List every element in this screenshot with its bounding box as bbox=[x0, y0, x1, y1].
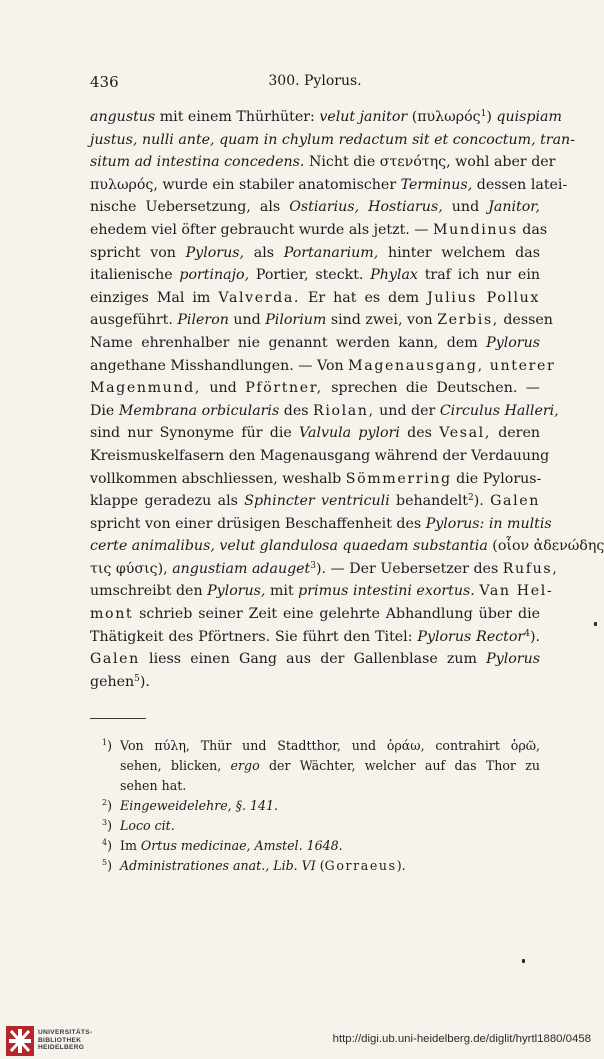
text-segment: des bbox=[279, 402, 314, 419]
italic-text: Portanarium, bbox=[283, 244, 379, 261]
body-text bbox=[90, 106, 604, 693]
footnote bbox=[90, 736, 540, 796]
spaced-name: Magenausgang, unterer bbox=[348, 357, 556, 374]
text-line bbox=[90, 445, 550, 468]
text-segment: ) bbox=[486, 109, 497, 125]
footnote-reference: 5 bbox=[134, 673, 140, 684]
italic-text: ergo bbox=[230, 758, 260, 773]
text-segment: mit einem Thürhüter: bbox=[155, 109, 320, 125]
footnote-line bbox=[120, 756, 540, 776]
italic-text: Ostiarius, Hostiarus, bbox=[289, 199, 443, 216]
text-line bbox=[90, 264, 540, 287]
text-segment: Nicht die στενότης, wohl aber der bbox=[304, 154, 556, 171]
text-segment: sind zwei, von bbox=[326, 312, 438, 329]
spaced-name: Riolan, bbox=[313, 402, 375, 419]
italic-text: Administrationes anat., Lib. VI bbox=[120, 858, 316, 873]
running-head: 300. Pylorus. bbox=[268, 73, 362, 89]
text-segment: und bbox=[228, 312, 266, 329]
italic-text: Valvula pylori bbox=[299, 425, 400, 442]
italic-text: Pilorium bbox=[265, 312, 327, 329]
text-segment: nische Uebersetzung, als bbox=[90, 199, 290, 216]
italic-text: Terminus, bbox=[400, 176, 473, 193]
text-segment: sehen hat. bbox=[120, 778, 187, 793]
footnote bbox=[90, 836, 540, 856]
text-segment: Kreismuskelfasern den Magenausgang während der Verdauung bbox=[90, 447, 550, 464]
text-segment: klappe geradezu als bbox=[90, 493, 245, 510]
text-line bbox=[90, 468, 540, 491]
library-name-line: BIBLIOTHEK bbox=[38, 1036, 82, 1044]
italic-text: Membrana orbicularis bbox=[118, 402, 280, 419]
text-segment: ). bbox=[139, 673, 150, 690]
text-segment: Name ehrenhalber nie genannt werden kann, dem bbox=[90, 334, 487, 351]
spaced-name: Magenmund, bbox=[90, 380, 201, 397]
text-line bbox=[90, 332, 540, 355]
italic-text: Loco cit. bbox=[120, 818, 175, 833]
text-segment: (πυλωρός bbox=[407, 109, 481, 125]
italic-text: Phylax bbox=[370, 267, 418, 284]
text-segment: behandelt bbox=[389, 493, 468, 510]
text-segment: spricht von einer drüsigen Beschaffenheit des bbox=[90, 515, 426, 532]
italic-text: Pileron bbox=[177, 312, 229, 329]
italic-text: Eingeweidelehre, §. 141. bbox=[120, 798, 279, 813]
text-line bbox=[90, 151, 556, 174]
page-number: 436 bbox=[90, 73, 119, 91]
italic-text: portinajo, bbox=[179, 267, 250, 284]
spaced-name: Zerbis, bbox=[437, 312, 499, 329]
margin-mark bbox=[522, 959, 525, 963]
text-segment: und bbox=[442, 199, 489, 216]
text-line bbox=[90, 196, 540, 219]
footnote bbox=[90, 796, 540, 816]
italic-text: primus intestini exortus. bbox=[298, 583, 475, 600]
text-segment: Von πύλη, Thür und Stadtthor, und ὁράω, contrahirt ὁρῶ, bbox=[120, 738, 540, 753]
library-name-line: UNIVERSITÄTS- bbox=[38, 1029, 93, 1036]
italic-text: Pylorus Rector bbox=[417, 628, 525, 645]
footnote-line bbox=[120, 816, 540, 836]
italic-text: Sphincter ventriculi bbox=[244, 493, 390, 510]
italic-text: Janitor, bbox=[488, 199, 540, 216]
text-segment: Im bbox=[120, 838, 141, 853]
university-library-logo-icon bbox=[6, 1026, 34, 1056]
text-segment: τις φύσις), bbox=[90, 560, 173, 577]
text-line bbox=[90, 671, 540, 694]
footnote-marker: $^1$) bbox=[102, 738, 113, 753]
text-segment: sind nur Synonyme für die bbox=[90, 425, 300, 442]
text-segment: und bbox=[200, 380, 246, 397]
text-segment: gehen bbox=[90, 673, 135, 690]
text-segment: Er hat es dem bbox=[300, 289, 428, 306]
spaced-name: Van Hel- bbox=[479, 583, 554, 600]
text-segment: (οἷον ἀδενώδης bbox=[487, 538, 604, 555]
spaced-name: Pförtner, bbox=[245, 380, 323, 397]
text-line bbox=[90, 309, 553, 332]
text-segment: sprechen die Deutschen. — bbox=[322, 380, 540, 397]
text-line bbox=[90, 287, 540, 310]
spaced-name: Sömmerring bbox=[345, 470, 452, 487]
italic-text: Pylorus: in multis bbox=[425, 515, 552, 532]
spaced-name: Julius Pollux bbox=[427, 289, 541, 306]
text-segment: πυλωρός, wurde ein stabiler anatomischer bbox=[90, 176, 401, 193]
footnote-reference: 1 bbox=[480, 109, 487, 119]
italic-text: justus, nulli ante, quam in chylum redactum sit et concoctum, tran- bbox=[90, 131, 575, 148]
text-segment: spricht von bbox=[90, 244, 186, 261]
italic-text: Pylorus bbox=[486, 334, 540, 351]
text-segment: ( bbox=[315, 858, 325, 873]
library-name-line: HEIDELBERG bbox=[38, 1044, 85, 1052]
text-line bbox=[90, 535, 604, 558]
spaced-name: Rufus, bbox=[502, 560, 559, 577]
text-line bbox=[90, 603, 540, 626]
text-line bbox=[90, 106, 562, 129]
italic-text: Circulus Halleri, bbox=[439, 402, 559, 419]
spaced-name: Vesal, bbox=[439, 425, 491, 442]
italic-text: angustus bbox=[90, 109, 156, 125]
text-segment: ). bbox=[396, 858, 406, 873]
footnote bbox=[90, 856, 540, 876]
text-segment: und der bbox=[374, 402, 440, 419]
italic-text: angustiam adauget bbox=[172, 560, 311, 577]
text-line bbox=[90, 490, 540, 513]
text-segment: ). — Der Uebersetzer des bbox=[316, 560, 503, 577]
footnote-reference: 4 bbox=[524, 628, 530, 639]
footnote-line bbox=[120, 776, 540, 796]
text-segment: hinter welchem das bbox=[378, 244, 540, 261]
spaced-name: Galen bbox=[490, 493, 540, 510]
text-segment: Portier, steckt. bbox=[249, 267, 371, 284]
text-segment: liess einen Gang aus der Gallenblase zum bbox=[139, 651, 487, 668]
text-segment: das bbox=[517, 221, 548, 238]
footnote-marker: $^3$) bbox=[102, 818, 113, 833]
footnote-reference: 3 bbox=[310, 560, 316, 571]
text-segment: des bbox=[399, 425, 440, 442]
text-segment: die Pylorus- bbox=[451, 470, 542, 487]
text-line bbox=[90, 174, 568, 197]
page-footer bbox=[0, 1020, 601, 1059]
text-segment: der Wächter, welcher auf das Thor zu bbox=[259, 758, 540, 773]
text-line bbox=[90, 626, 540, 649]
text-line bbox=[90, 422, 540, 445]
spaced-name: Mundinus bbox=[433, 221, 518, 238]
text-segment: vollkommen abschliessen, weshalb bbox=[90, 470, 346, 487]
italic-text: Pylorus, bbox=[185, 244, 244, 261]
text-segment: Die bbox=[90, 402, 119, 419]
footnote-line bbox=[120, 836, 540, 856]
italic-text: quispiam bbox=[496, 109, 562, 125]
text-segment: umschreibt den bbox=[90, 583, 208, 600]
library-name bbox=[38, 1029, 92, 1052]
spaced-name: Valverda. bbox=[218, 289, 300, 306]
footnote-line bbox=[120, 856, 540, 876]
text-line bbox=[90, 648, 540, 671]
text-segment: ). bbox=[529, 628, 540, 645]
footnote-separator bbox=[90, 718, 146, 719]
italic-text: situm ad intestina concedens. bbox=[90, 154, 305, 171]
text-segment: traf ich nur ein bbox=[417, 267, 540, 284]
text-line bbox=[90, 129, 575, 152]
text-segment: italienische bbox=[90, 267, 180, 284]
text-segment: als bbox=[244, 244, 284, 261]
footnotes bbox=[90, 736, 540, 876]
text-segment: einziges Mal im bbox=[90, 289, 219, 306]
text-line bbox=[90, 400, 559, 423]
footnote-marker: $^2$) bbox=[102, 798, 113, 813]
text-line bbox=[90, 558, 559, 581]
margin-mark bbox=[594, 622, 597, 626]
spaced-name: Galen bbox=[90, 651, 140, 668]
text-segment: dessen bbox=[498, 312, 553, 329]
text-line bbox=[90, 580, 554, 603]
text-segment: Thätigkeit des Pförtners. Sie führt den Titel: bbox=[90, 628, 418, 645]
text-segment: angethane Misshandlungen. — Von bbox=[90, 357, 349, 374]
footnote-line bbox=[120, 796, 540, 816]
footnote bbox=[90, 816, 540, 836]
text-line bbox=[90, 355, 556, 378]
italic-text: certe animalibus, velut glandulosa quaedam substantia bbox=[90, 538, 488, 555]
footnote-reference: 2 bbox=[468, 493, 474, 504]
source-url-link[interactable]: http://digi.ub.uni-heidelberg.de/diglit/hyrtl1880/0458 bbox=[332, 1033, 591, 1045]
italic-text: Pylorus, bbox=[207, 583, 266, 600]
footnote-line bbox=[120, 736, 540, 756]
spaced-name: Gorraeus bbox=[324, 858, 397, 873]
text-line bbox=[90, 513, 552, 536]
italic-text: velut janitor bbox=[319, 109, 408, 125]
text-line bbox=[90, 377, 540, 400]
spaced-name: mont bbox=[90, 606, 134, 623]
text-segment: ehedem viel öfter gebraucht wurde als jetzt. — bbox=[90, 221, 434, 238]
text-line bbox=[90, 242, 540, 265]
italic-text: Ortus medicinae, Amstel. 1648. bbox=[140, 838, 343, 853]
text-segment: mit bbox=[265, 583, 299, 600]
text-line bbox=[90, 219, 548, 242]
text-segment: dessen latei- bbox=[472, 176, 568, 193]
text-segment: schrieb seiner Zeit eine gelehrte Abhandlung über die bbox=[133, 606, 540, 623]
text-segment: sehen, blicken, bbox=[120, 758, 231, 773]
text-segment: deren bbox=[490, 425, 540, 442]
page-header bbox=[90, 73, 540, 93]
text-segment: ausgeführt. bbox=[90, 312, 178, 329]
italic-text: Pylorus bbox=[486, 651, 540, 668]
footnote-marker: $^4$) bbox=[102, 838, 113, 853]
text-segment: ). bbox=[473, 493, 491, 510]
footnote-marker: $^5$) bbox=[102, 858, 113, 873]
